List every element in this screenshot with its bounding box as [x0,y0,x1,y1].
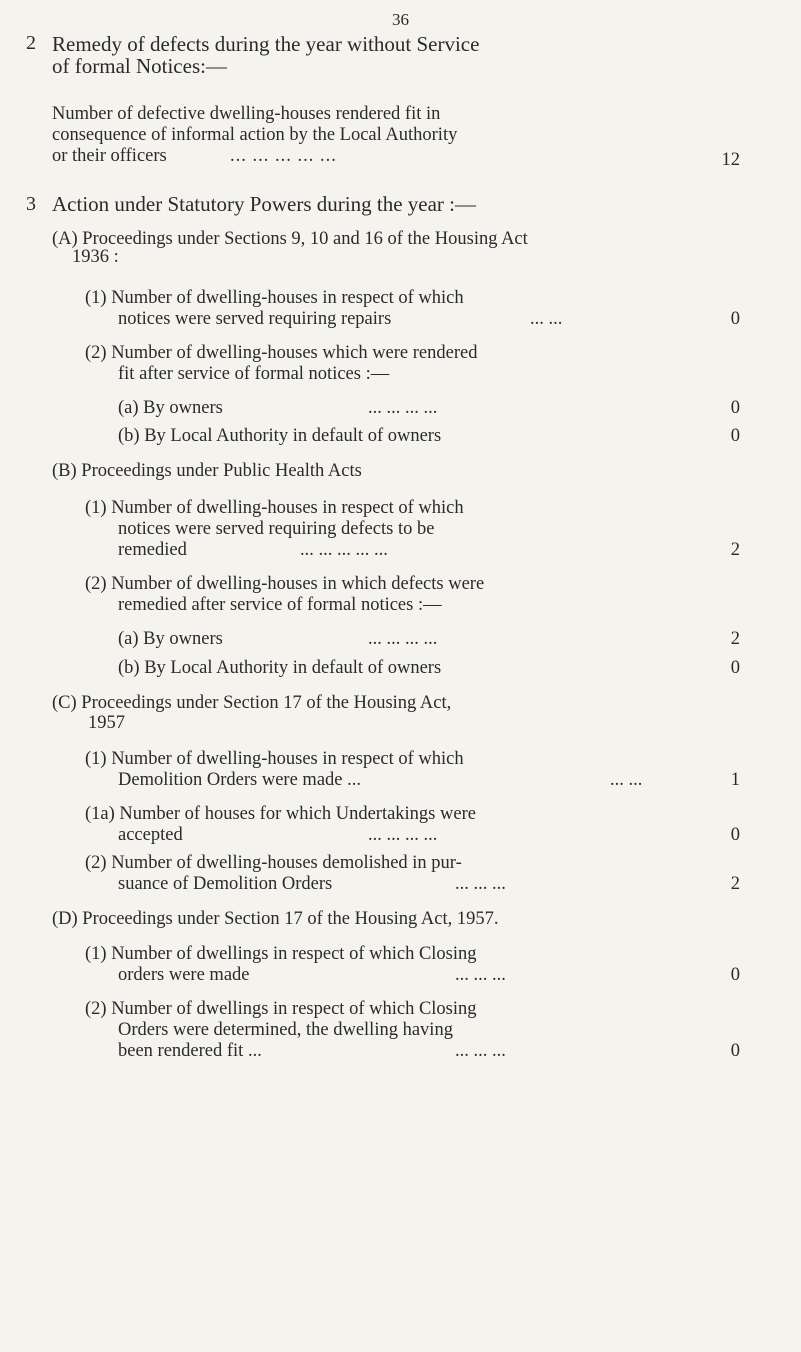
section-2-value: 12 [721,150,740,170]
section-3c-item2-value: 2 [730,874,740,894]
section-3d-item2-line3: been rendered fit ... [118,1041,262,1061]
section-3a-a-label: (a) By owners [118,398,223,418]
section-3c-item1a-value: 0 [730,825,740,845]
section-3d-item2-line2: Orders were determined, the dwelling having [118,1020,453,1040]
section-2-text-line3: or their officers [52,146,167,166]
section-3a-item1-leader: ... ... [530,309,563,329]
section-3b-item1-value: 2 [730,540,740,560]
section-2-text-line2: consequence of informal action by the Local Authority [52,125,458,145]
section-3a-b-label: (b) By Local Authority in default of owners [118,426,442,446]
section-3a-line2: 1936 : [72,247,119,267]
section-3d-item2-leader: ... ... ... [455,1041,506,1061]
section-3a-line1: (A) Proceedings under Sections 9, 10 and 16 of the Housing Act [52,229,528,249]
section-3b-a-value: 2 [730,629,740,649]
section-3d-item1-line1: (1) Number of dwellings in respect of which Closing [85,944,477,964]
section-3-heading: Action under Statutory Powers during the year :— [52,192,476,216]
section-3b-item1-leader: ... ... ... ... ... [300,540,388,560]
section-3a-item2-line1: (2) Number of dwelling-houses which were rendered [85,343,478,363]
section-3a-a-leader: ... ... ... ... [368,398,438,418]
section-3b-item1-line1: (1) Number of dwelling-houses in respect of which [85,498,464,518]
section-3d-item1-value: 0 [730,965,740,985]
section-3b-line1: (B) Proceedings under Public Health Acts [52,461,362,481]
section-3c-item1-leader: ... ... [610,770,643,790]
section-3d-item1-line2: orders were made [118,965,250,985]
section-3d-item2-value: 0 [730,1041,740,1061]
section-3a-b-value: 0 [730,426,740,446]
section-3b-b-label: (b) By Local Authority in default of owners [118,658,442,678]
section-3d-line1: (D) Proceedings under Section 17 of the Housing Act, 1957. [52,909,499,929]
section-3a-a-value: 0 [730,398,740,418]
section-3c-item1-line2: Demolition Orders were made ... [118,770,361,790]
section-2-heading-line1: Remedy of defects during the year without Service [52,32,480,56]
section-3c-item2-leader: ... ... ... [455,874,506,894]
section-3d-item2-line1: (2) Number of dwellings in respect of which Closing [85,999,477,1019]
section-3b-item2-line2: remedied after service of formal notices :— [118,595,442,615]
section-3c-item1a-leader: ... ... ... ... [368,825,438,845]
section-3b-item1-line3: remedied [118,540,187,560]
section-2-text-line1: Number of defective dwelling-houses rendered fit in [52,104,441,124]
section-2-leader: ... ... ... ... ... [230,146,337,166]
section-3b-a-label: (a) By owners [118,629,223,649]
section-3c-item2-line1: (2) Number of dwelling-houses demolished in pur- [85,853,462,873]
section-3c-item1a-line2: accepted [118,825,183,845]
page-number: 36 [392,10,409,29]
section-3b-b-value: 0 [730,658,740,678]
section-3c-item1-value: 1 [730,770,740,790]
section-3a-item1-value: 0 [730,309,740,329]
section-3b-item1-line2: notices were served requiring defects to be [118,519,435,539]
section-3b-a-leader: ... ... ... ... [368,629,438,649]
section-2-heading-line2: of formal Notices:— [52,54,227,78]
section-3a-item2-line2: fit after service of formal notices :— [118,364,390,384]
section-3d-item1-leader: ... ... ... [455,965,506,985]
section-3c-item1a-line1: (1a) Number of houses for which Undertakings were [85,804,476,824]
section-3c-item2-line2: suance of Demolition Orders [118,874,333,894]
section-3a-item1-line1: (1) Number of dwelling-houses in respect of which [85,288,464,308]
section-3-number: 3 [26,193,36,215]
section-3b-item2-line1: (2) Number of dwelling-houses in which defects were [85,574,485,594]
section-2-number: 2 [26,32,36,54]
section-3c-item1-line1: (1) Number of dwelling-houses in respect of which [85,749,464,769]
section-3a-item1-line2: notices were served requiring repairs [118,309,392,329]
section-3c-line1: (C) Proceedings under Section 17 of the Housing Act, [52,693,452,713]
section-3c-line2: 1957 [88,713,125,733]
